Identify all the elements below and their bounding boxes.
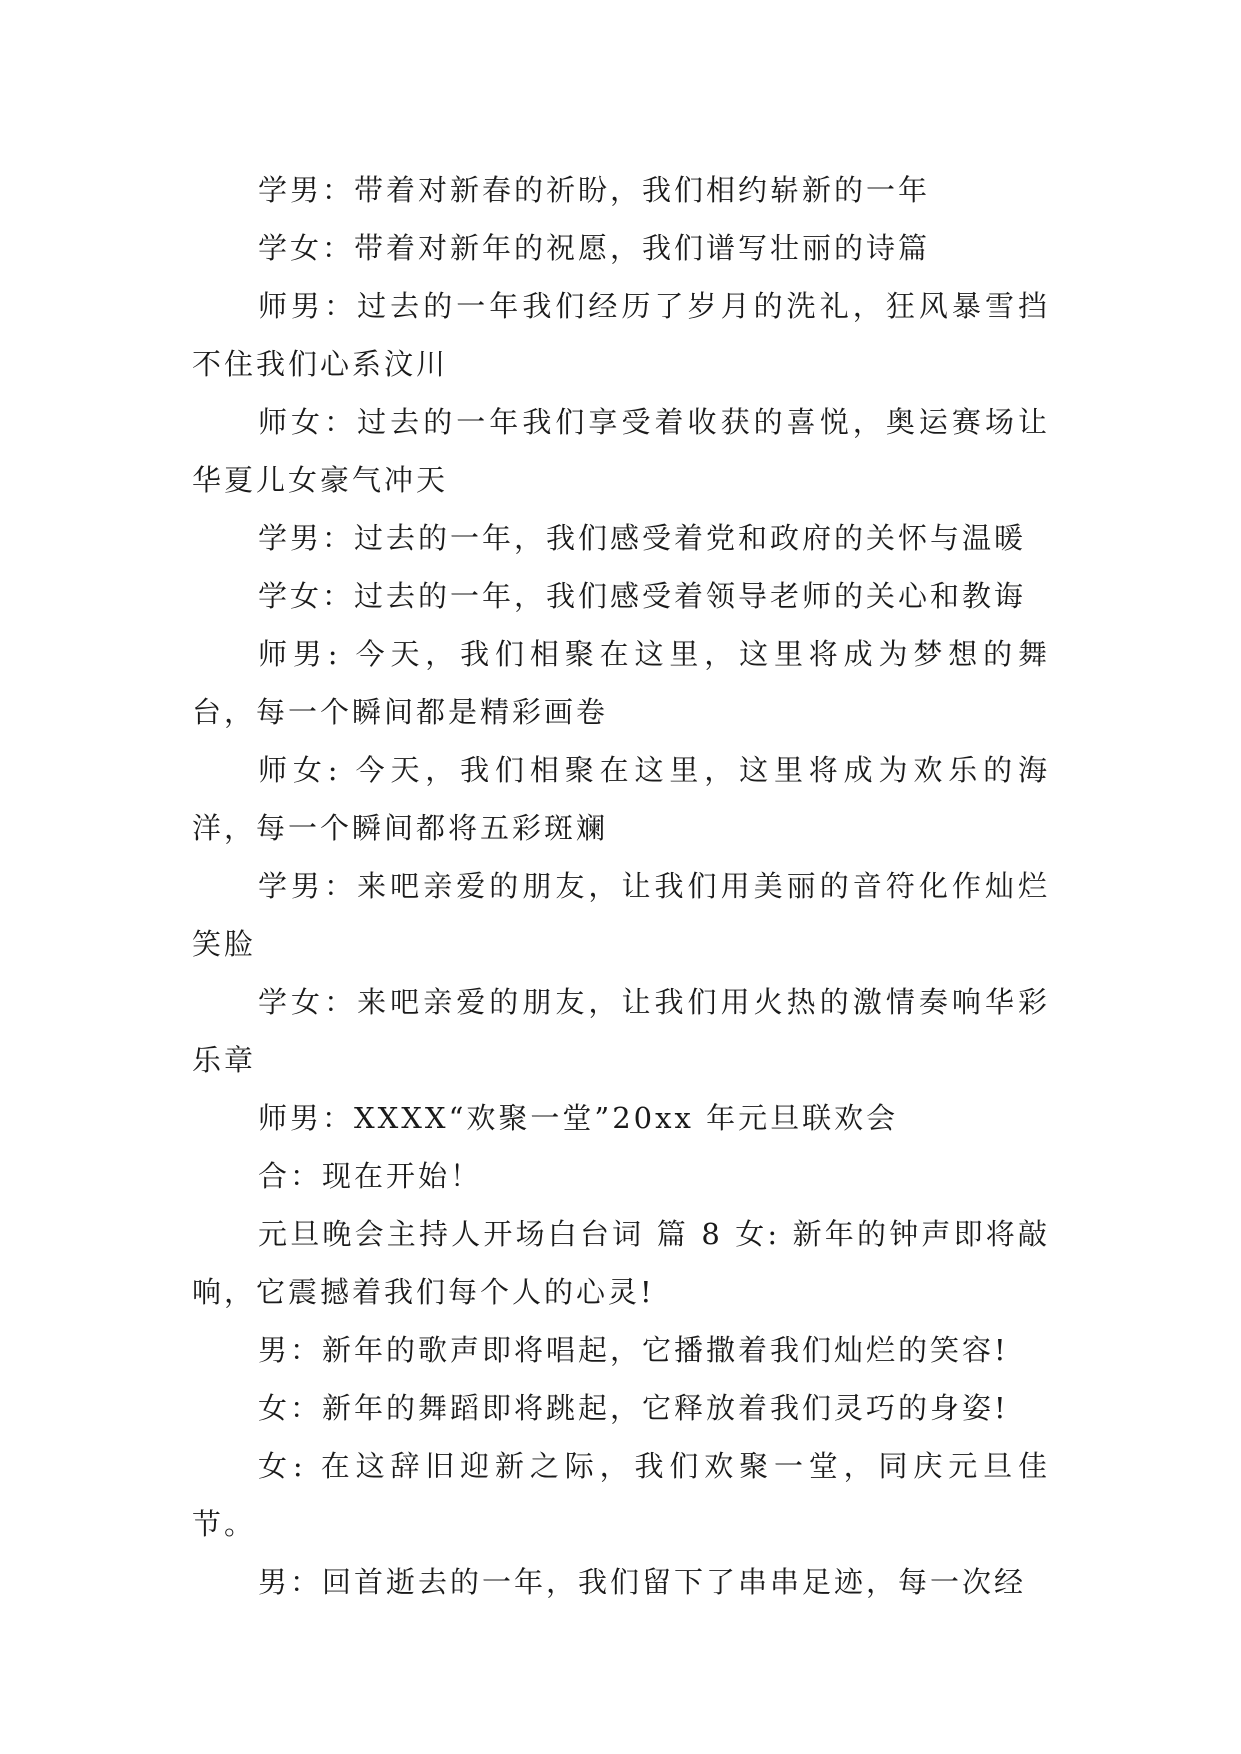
paragraph-10: 学女：来吧亲爱的朋友，让我们用火热的激情奏响华彩乐章: [192, 985, 1050, 1077]
paragraph-4: 师女：过去的一年我们享受着收获的喜悦，奥运赛场让华夏儿女豪气冲天: [192, 405, 1050, 497]
paragraph-6: 学女：过去的一年，我们感受着领导老师的关心和教诲: [258, 579, 1027, 613]
paragraph-17: 男：回首逝去的一年，我们留下了串串足迹，每一次经: [258, 1565, 1027, 1599]
paragraph-12: 合：现在开始！: [258, 1159, 483, 1193]
paragraph-11: 师男：XXXX“欢聚一堂”20xx 年元旦联欢会: [258, 1101, 899, 1135]
paragraph-13: 元旦晚会主持人开场白台词 篇 8 女: 新年的钟声即将敲响，它震撼着我们每个人的心灵!: [192, 1217, 1050, 1309]
paragraph-2: 学女：带着对新年的祝愿，我们谱写壮丽的诗篇: [258, 231, 931, 265]
paragraph-16: 女: 在这辞旧迎新之际，我们欢聚一堂，同庆元旦佳节。: [192, 1449, 1050, 1541]
paragraph-5: 学男：过去的一年，我们感受着党和政府的关怀与温暖: [258, 521, 1027, 555]
document-body: [192, 161, 1050, 1611]
paragraph-9: 学男：来吧亲爱的朋友，让我们用美丽的音符化作灿烂笑脸: [192, 869, 1050, 961]
paragraph-3: 师男：过去的一年我们经历了岁月的洗礼，狂风暴雪挡不住我们心系汶川: [192, 289, 1050, 381]
paragraph-14: 男：新年的歌声即将唱起，它播撒着我们灿烂的笑容!: [258, 1333, 1009, 1367]
paragraph-8: 师女: 今天，我们相聚在这里，这里将成为欢乐的海洋，每一个瞬间都将五彩斑斓: [192, 753, 1050, 845]
paragraph-1: 学男：带着对新春的祈盼，我们相约崭新的一年: [258, 173, 931, 207]
paragraph-7: 师男: 今天，我们相聚在这里，这里将成为梦想的舞台，每一个瞬间都是精彩画卷: [192, 637, 1050, 729]
paragraph-15: 女：新年的舞蹈即将跳起，它释放着我们灵巧的身姿!: [258, 1391, 1009, 1425]
